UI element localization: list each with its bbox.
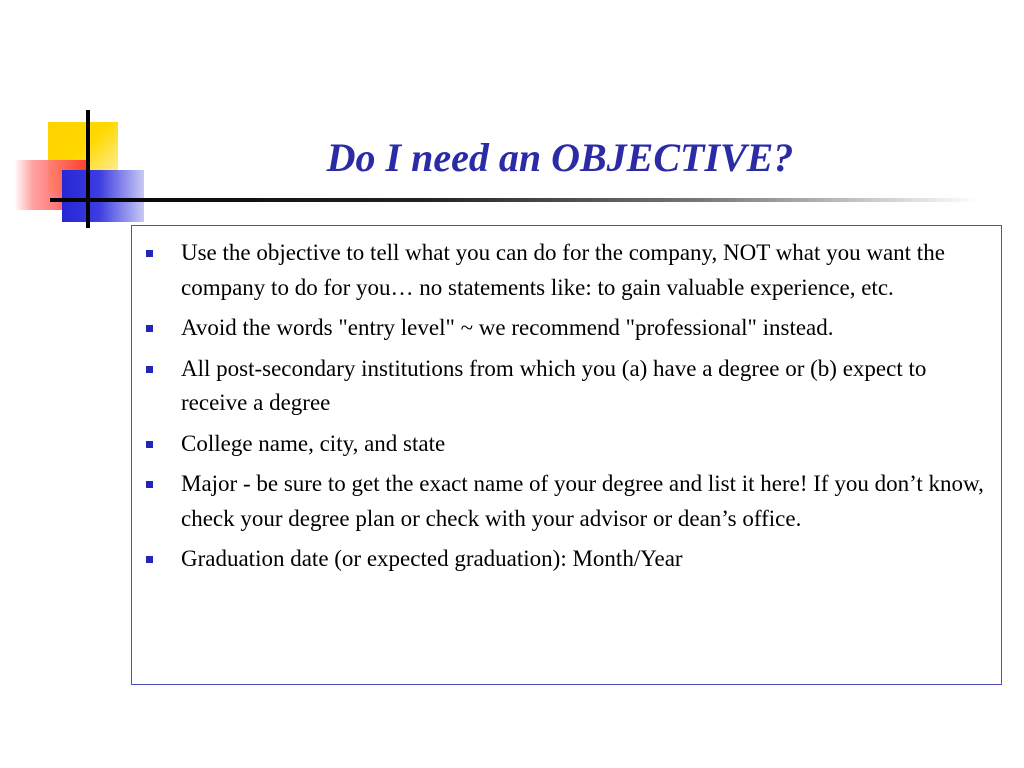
square-bullet-icon <box>146 250 153 257</box>
square-bullet-icon <box>146 325 153 332</box>
bullet-item <box>142 542 991 577</box>
square-bullet-icon <box>146 481 153 488</box>
bullet-text: Graduation date (or expected graduation): Month/Year <box>181 546 683 571</box>
bullet-text: All post-secondary institutions from which you (a) have a degree or (b) expect to receive a degree <box>181 355 927 415</box>
decorative-vertical-line <box>86 110 90 228</box>
bullet-list <box>132 226 1001 577</box>
bullet-text: Use the objective to tell what you can do for the company, NOT what you want the company to do for you… no statements like: to gain valuable experience, etc. <box>181 240 945 300</box>
content-box <box>131 225 1002 685</box>
square-bullet-icon <box>146 441 153 448</box>
title-underline <box>50 198 980 202</box>
square-bullet-icon <box>146 556 153 563</box>
bullet-item <box>142 236 991 305</box>
bullet-item <box>142 311 991 346</box>
bullet-item <box>142 427 991 462</box>
square-bullet-icon <box>146 366 153 373</box>
bullet-text: Avoid the words "entry level" ~ we recommend "professional" instead. <box>181 315 834 340</box>
bullet-text: Major - be sure to get the exact name of your degree and list it here! If you don’t know, check your degree plan or check with your advisor or dean’s office. <box>181 471 984 531</box>
bullet-item <box>142 467 991 536</box>
bullet-text: College name, city, and state <box>181 430 446 456</box>
bullet-item <box>142 352 991 421</box>
slide-title: Do I need an OBJECTIVE? <box>326 135 794 180</box>
